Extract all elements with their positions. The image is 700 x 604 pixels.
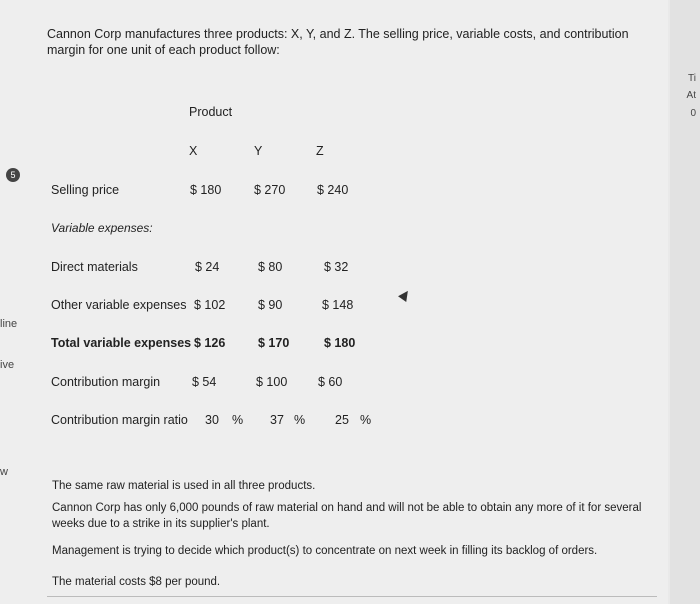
right-fragment-2: At <box>686 90 696 101</box>
left-fragment-2: ive <box>0 359 15 371</box>
product-header: Product <box>189 105 233 119</box>
cm-ratio-z: 25 <box>335 413 349 427</box>
paragraph-material-cost: The material costs $8 per pound. <box>52 576 221 588</box>
cm-ratio-y: 37 <box>270 413 284 427</box>
left-fragment-3: w <box>0 466 8 478</box>
paragraph-raw-material: The same raw material is used in all three products. <box>52 480 316 492</box>
paragraph-supply-limit: Cannon Corp has only 6,000 pounds of raw material on hand and will not be able to obtain any more of it for several weeks due to a strike in its supplier's plant. <box>52 502 642 530</box>
selling-price-x: $ 180 <box>190 183 222 197</box>
row-label-contribution-margin: Contribution margin <box>51 375 161 389</box>
other-variable-x: $ 102 <box>194 298 226 312</box>
right-fragment-3: 0 <box>690 108 696 119</box>
total-variable-z: $ 180 <box>324 336 356 350</box>
row-label-other-variable-expenses: Other variable expenses <box>51 298 187 312</box>
column-x-header: X <box>189 144 198 158</box>
intro-text: Cannon Corp manufactures three products: X, Y, and Z. The selling price, variable costs, and contribution margin for one unit of each product follow: <box>47 27 629 57</box>
selling-price-z: $ 240 <box>317 183 349 197</box>
right-fragment-1: Ti <box>688 73 696 84</box>
question-number-badge[interactable]: 5 <box>6 168 20 182</box>
contribution-margin-y: $ 100 <box>256 375 288 389</box>
selling-price-y: $ 270 <box>254 183 286 197</box>
row-label-variable-expenses: Variable expenses: <box>51 221 153 235</box>
contribution-margin-x: $ 54 <box>192 375 217 389</box>
other-variable-z: $ 148 <box>322 298 354 312</box>
total-variable-y: $ 170 <box>258 336 290 350</box>
row-label-selling-price: Selling price <box>51 183 120 197</box>
cm-ratio-y-percent: % <box>294 413 306 427</box>
column-y-header: Y <box>254 144 263 158</box>
cm-ratio-x: 30 <box>205 413 219 427</box>
direct-materials-y: $ 80 <box>258 260 283 274</box>
paragraph-management: Management is trying to decide which product(s) to concentrate on next week in filling its backlog of orders. <box>52 545 598 557</box>
row-label-direct-materials: Direct materials <box>51 260 138 274</box>
left-fragment-1: line <box>0 318 18 330</box>
total-variable-x: $ 126 <box>194 336 226 350</box>
cm-ratio-x-percent: % <box>232 413 244 427</box>
direct-materials-x: $ 24 <box>195 260 220 274</box>
direct-materials-z: $ 32 <box>324 260 349 274</box>
other-variable-y: $ 90 <box>258 298 283 312</box>
row-label-cm-ratio: Contribution margin ratio <box>51 413 188 427</box>
bottom-divider <box>47 596 657 597</box>
contribution-margin-z: $ 60 <box>318 375 343 389</box>
column-z-header: Z <box>316 144 324 158</box>
row-label-total-variable-expenses: Total variable expenses <box>51 336 192 350</box>
cm-ratio-z-percent: % <box>360 413 372 427</box>
